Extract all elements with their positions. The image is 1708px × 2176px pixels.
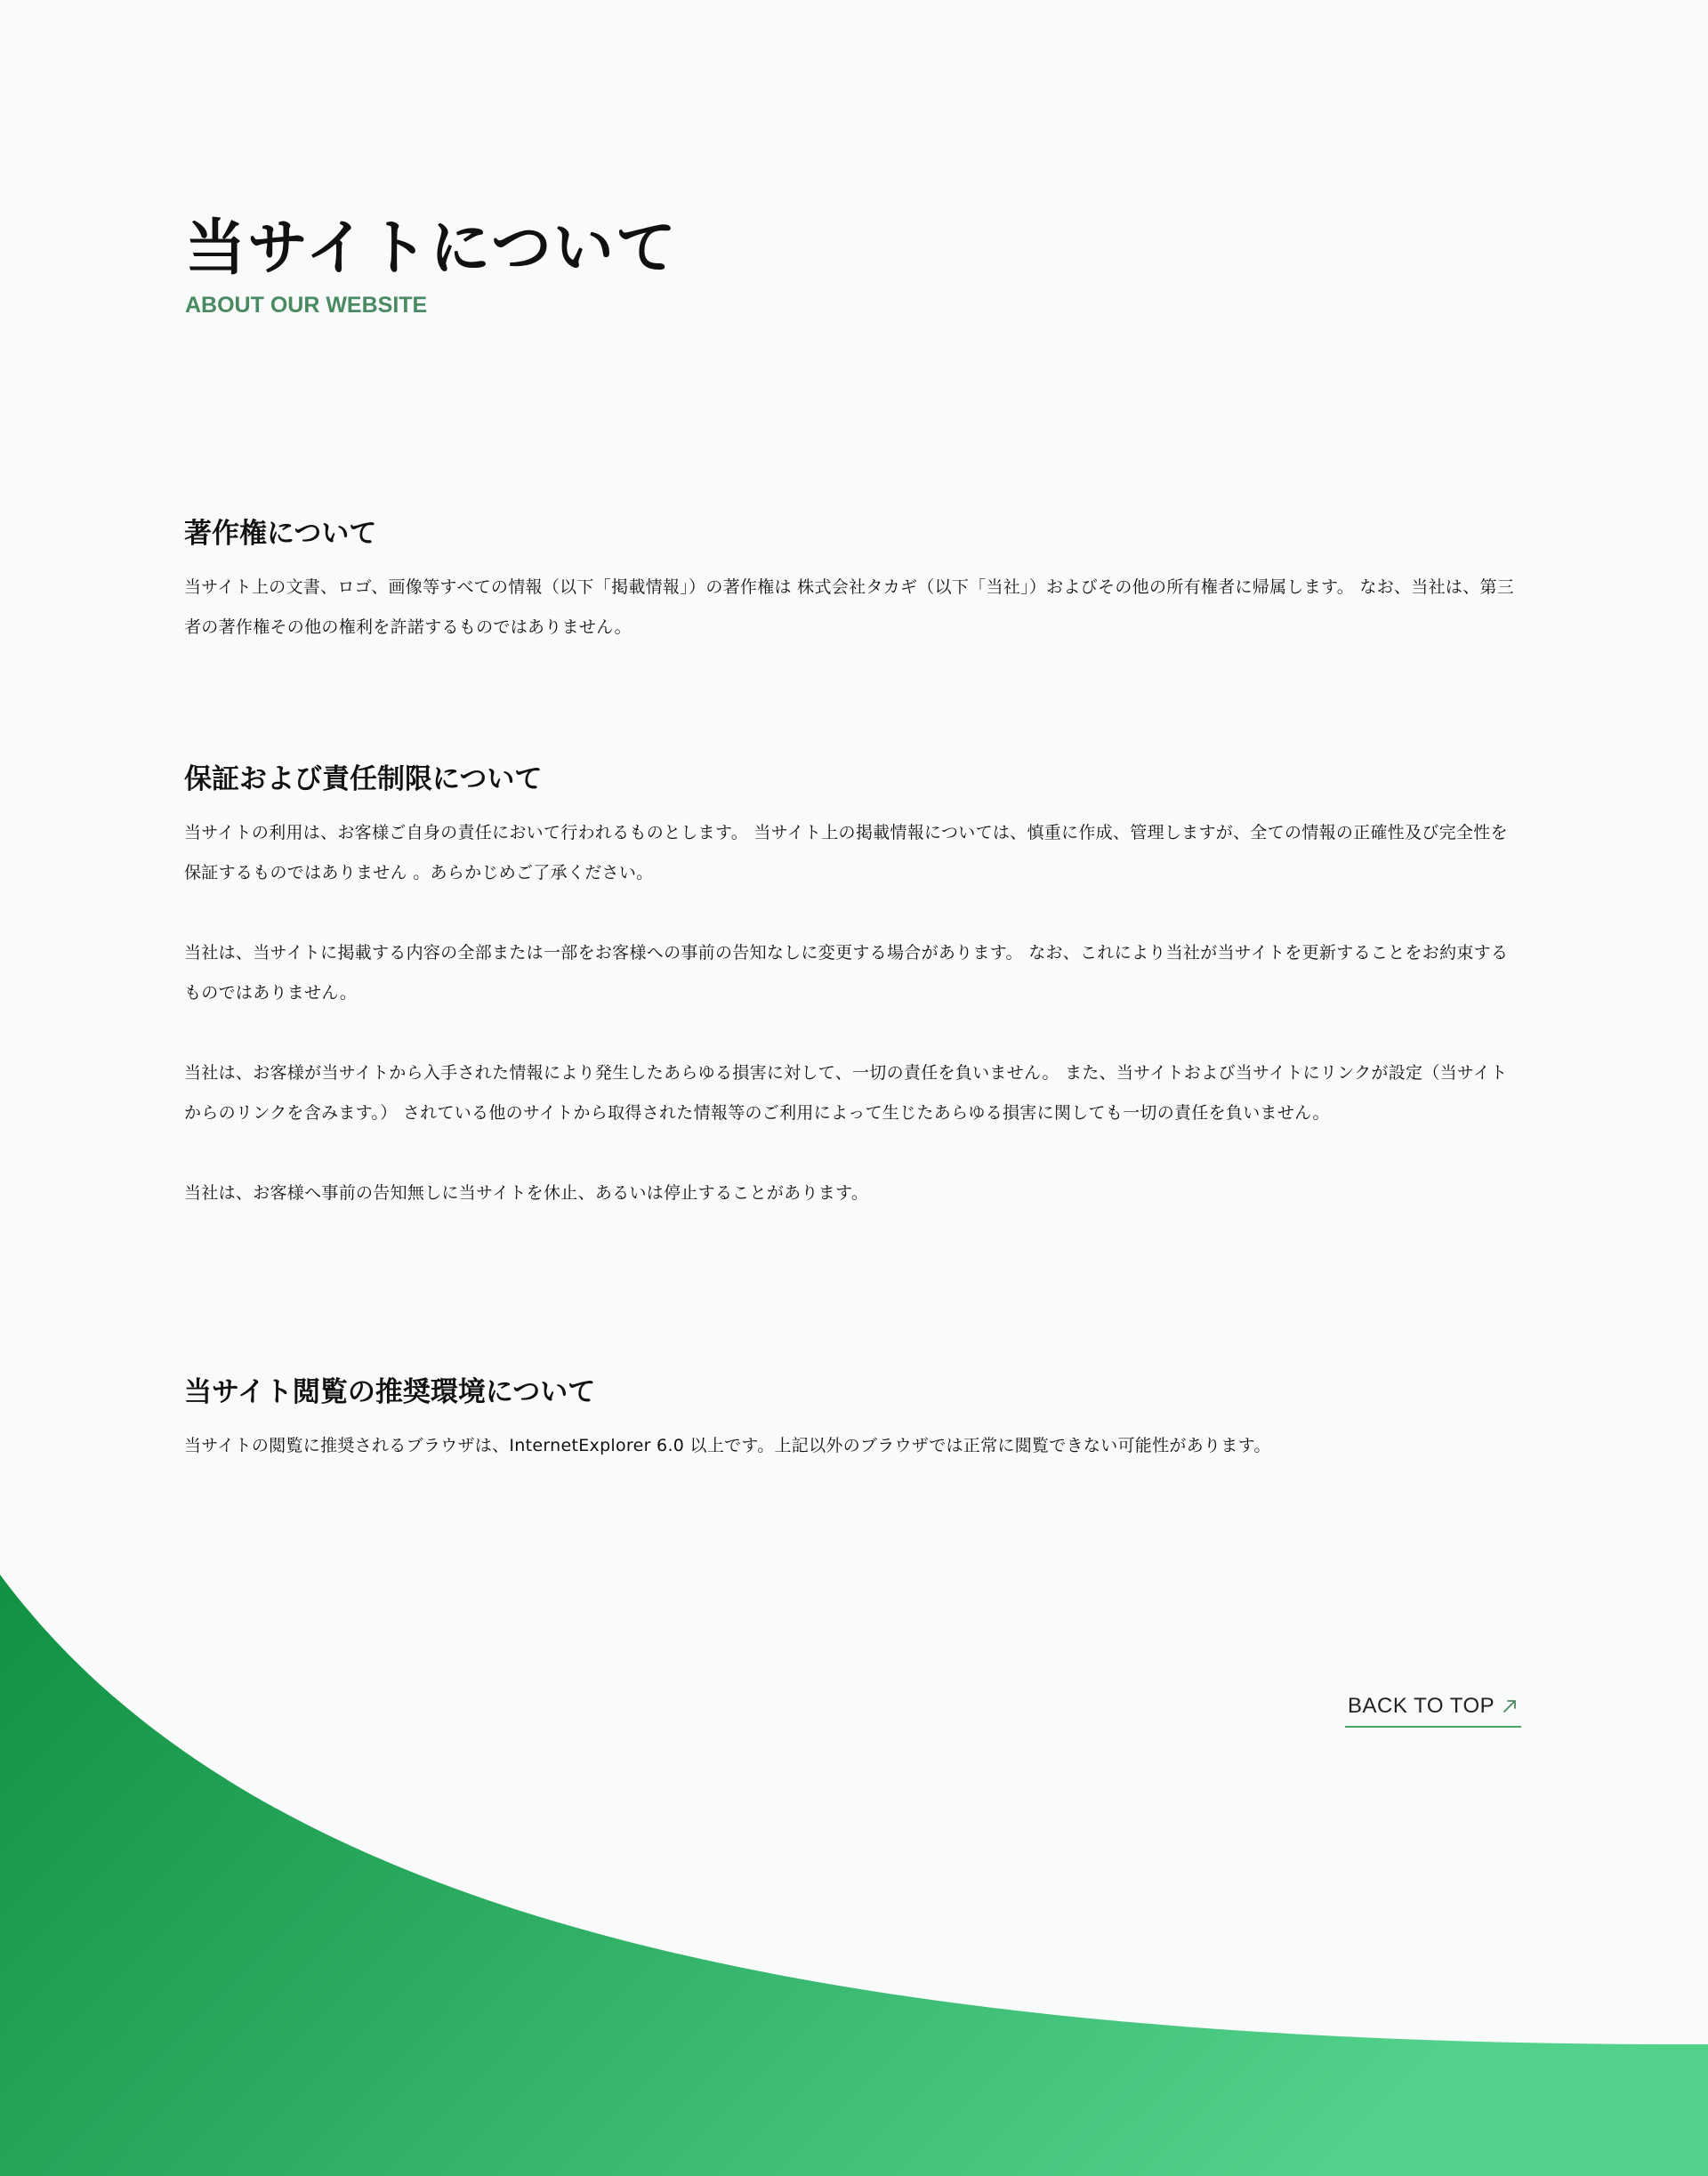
back-to-top-link[interactable] <box>1345 1692 1521 1728</box>
page-title: 当サイトについて <box>185 214 678 284</box>
page-subtitle: ABOUT OUR WEBSITE <box>185 293 428 318</box>
section-paragraph: 当社は、お客様が当サイトから入手された情報により発生したあらゆる損害に対して、一切の責任を負いません。 また、当サイトおよび当サイトにリンクが設定（当サイトからのリンクを含みます。） されている他のサイトから取得された情報等のご利用によって生じたあらゆる損害に関しても一切の責任を負いません。 <box>184 1063 1508 1123</box>
section-paragraph: 当社は、お客様へ事前の告知無しに当サイトを休止、あるいは停止することがあります。 <box>184 1183 869 1203</box>
section-heading: 当サイト閲覧の推奨環境について <box>184 1376 596 1408</box>
section-paragraph: 当サイトの閲覧に推奨されるブラウザは、InternetExplorer 6.0 以上です。上記以外のブラウザでは正常に閲覧できない可能性があります。 <box>184 1436 1271 1455</box>
section-heading: 著作権について <box>184 518 377 550</box>
section-heading: 保証および責任制限について <box>184 763 543 795</box>
arrow-up-right-icon <box>1502 1698 1518 1714</box>
section-recommended-environment <box>184 1371 1523 1466</box>
section-warranty-liability <box>184 758 1523 1213</box>
back-to-top-label: BACK TO TOP <box>1348 1694 1495 1718</box>
section-paragraph: 当サイトの利用は、お客様ご自身の責任において行われるものとします。 当サイト上の掲載情報については、慎重に作成、管理しますが、全ての情報の正確性及び完全性を保証するものではありません 。あらかじめご了承ください。 <box>184 823 1508 882</box>
section-copyright <box>184 512 1523 648</box>
section-paragraph: 当サイト上の文書、ロゴ、画像等すべての情報（以下「掲載情報」）の著作権は 株式会社タカギ（以下「当社」）およびその他の所有権者に帰属します。 なお、当社は、第三者の著作権その他の権利を許諾するものではありません。 <box>184 577 1515 637</box>
section-paragraph: 当社は、当サイトに掲載する内容の全部または一部をお客様への事前の告知なしに変更する場合があります。 なお、これにより当社が当サイトを更新することをお約束するものではありません。 <box>184 943 1509 1003</box>
page-header <box>185 206 678 318</box>
